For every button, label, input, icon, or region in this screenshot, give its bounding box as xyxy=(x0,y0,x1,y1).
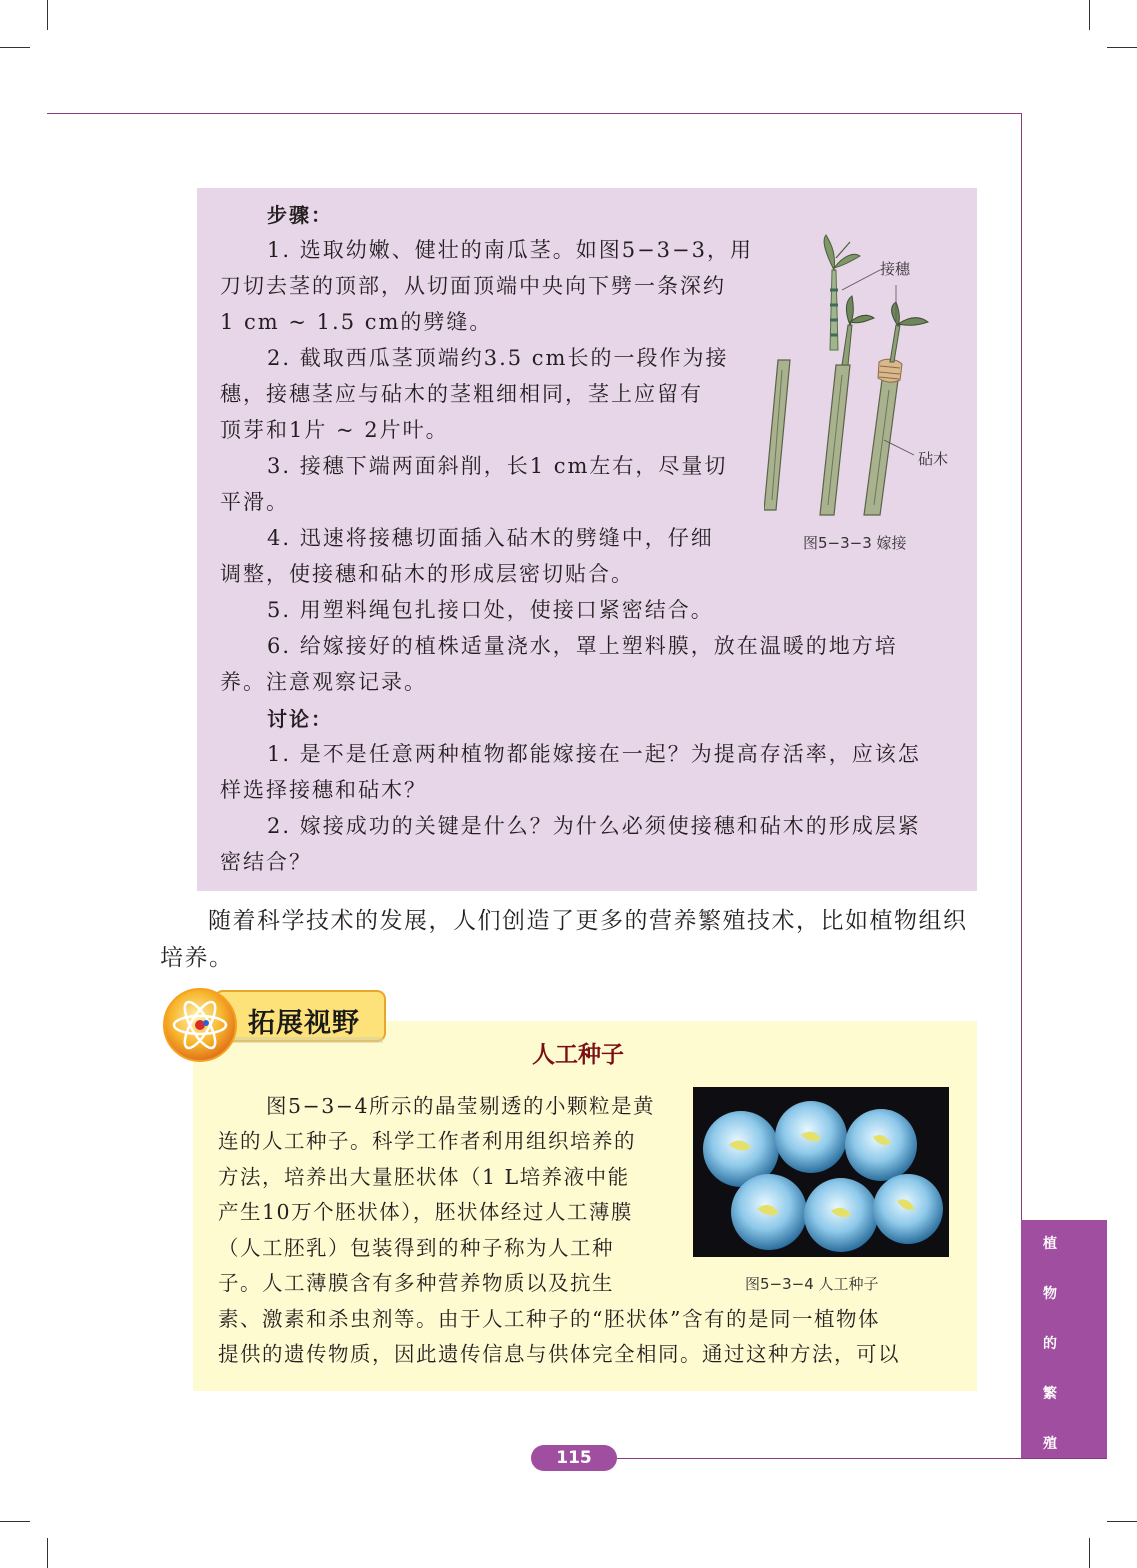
extension-line: 子。人工薄膜含有多种营养物质以及抗生 xyxy=(218,1271,614,1295)
step-line: 平滑。 xyxy=(220,490,289,514)
label-stock: 砧木 xyxy=(918,450,949,468)
discussion-line: 1. 是不是任意两种植物都能嫁接在一起？为提高存活率，应该怎 xyxy=(267,742,921,766)
side-tab-char: 物 xyxy=(1043,1286,1057,1302)
extension-line: 图5−3−4所示的晶莹剔透的小颗粒是黄 xyxy=(266,1094,655,1118)
crop-mark xyxy=(47,1538,48,1568)
step-line: 1 cm ~ 1.5 cm的劈缝。 xyxy=(220,310,493,334)
step-line: 2. 截取西瓜茎顶端约3.5 cm长的一段作为接 xyxy=(267,346,729,370)
extension-line: 素、激素和杀虫剂等。由于人工种子的“胚状体”含有的是同一植物体 xyxy=(218,1307,880,1331)
extension-line: 连的人工种子。科学工作者利用组织培养的 xyxy=(218,1129,636,1153)
extension-line: 产生10万个胚状体），胚状体经过人工薄膜 xyxy=(218,1200,633,1224)
discussion-line: 2. 嫁接成功的关键是什么？为什么必须使接穗和砧木的形成层紧 xyxy=(267,814,921,838)
crop-mark xyxy=(1107,47,1137,48)
step-line: 穗，接穗茎应与砧木的茎粗细相同，茎上应留有 xyxy=(220,382,703,406)
side-tab-char: 繁 xyxy=(1043,1386,1057,1402)
side-tab-char: 殖 xyxy=(1043,1436,1057,1452)
artificial-seeds-photo xyxy=(693,1087,949,1257)
step-line: 5. 用塑料绳包扎接口处，使接口紧密结合。 xyxy=(267,598,714,622)
step-line: 4. 迅速将接穗切面插入砧木的劈缝中，仔细 xyxy=(267,526,714,550)
step-line: 刀切去茎的顶部，从切面顶端中央向下劈一条深约 xyxy=(220,274,726,298)
figure-caption: 图5−3−3 嫁接 xyxy=(803,534,907,552)
photo-caption: 图5−3−4 人工种子 xyxy=(745,1275,879,1293)
body-line: 培养。 xyxy=(160,945,234,971)
steps-heading: 步骤： xyxy=(267,203,333,227)
crop-mark xyxy=(0,1521,30,1522)
chapter-side-tab xyxy=(1021,1220,1107,1458)
label-scion: 接穗 xyxy=(880,260,911,278)
crop-mark xyxy=(1107,1521,1137,1522)
crop-mark xyxy=(1089,0,1090,30)
step-line: 顶芽和1片 ~ 2片叶。 xyxy=(220,418,449,442)
crop-mark xyxy=(0,47,30,48)
discussion-line: 密结合？ xyxy=(220,850,312,874)
crop-mark xyxy=(47,0,48,30)
page-number: 115 xyxy=(531,1445,617,1471)
grafting-illustration xyxy=(764,230,964,520)
discussion-line: 样选择接穗和砧木？ xyxy=(220,778,427,802)
step-line: 调整，使接穗和砧木的形成层密切贴合。 xyxy=(220,562,634,586)
step-line: 养。注意观察记录。 xyxy=(220,670,427,694)
step-line: 1. 选取幼嫩、健壮的南瓜茎。如图5−3−3，用 xyxy=(267,238,753,262)
body-line: 随着科学技术的发展，人们创造了更多的营养繁殖技术，比如植物组织 xyxy=(208,908,968,934)
footer-rule xyxy=(600,1458,1107,1459)
extension-title: 人工种子 xyxy=(532,1042,624,1068)
extension-line: 提供的遗传物质，因此遗传信息与供体完全相同。通过这种方法，可以 xyxy=(218,1342,900,1366)
extension-line: （人工胚乳）包装得到的种子称为人工种 xyxy=(218,1236,614,1260)
step-line: 3. 接穗下端两面斜削，长1 cm左右，尽量切 xyxy=(267,454,728,478)
frame-rule xyxy=(47,113,1022,114)
crop-mark xyxy=(1089,1538,1090,1568)
frame-rule xyxy=(1021,113,1022,1220)
side-tab-char: 植 xyxy=(1043,1236,1057,1252)
extension-line: 方法，培养出大量胚状体（1 L培养液中能 xyxy=(218,1165,630,1189)
side-tab-char: 的 xyxy=(1043,1336,1057,1352)
step-line: 6. 给嫁接好的植株适量浇水，罩上塑料膜，放在温暖的地方培 xyxy=(267,634,898,658)
discussion-heading: 讨论： xyxy=(267,707,333,731)
badge-title: 拓展视野 xyxy=(248,1008,360,1039)
